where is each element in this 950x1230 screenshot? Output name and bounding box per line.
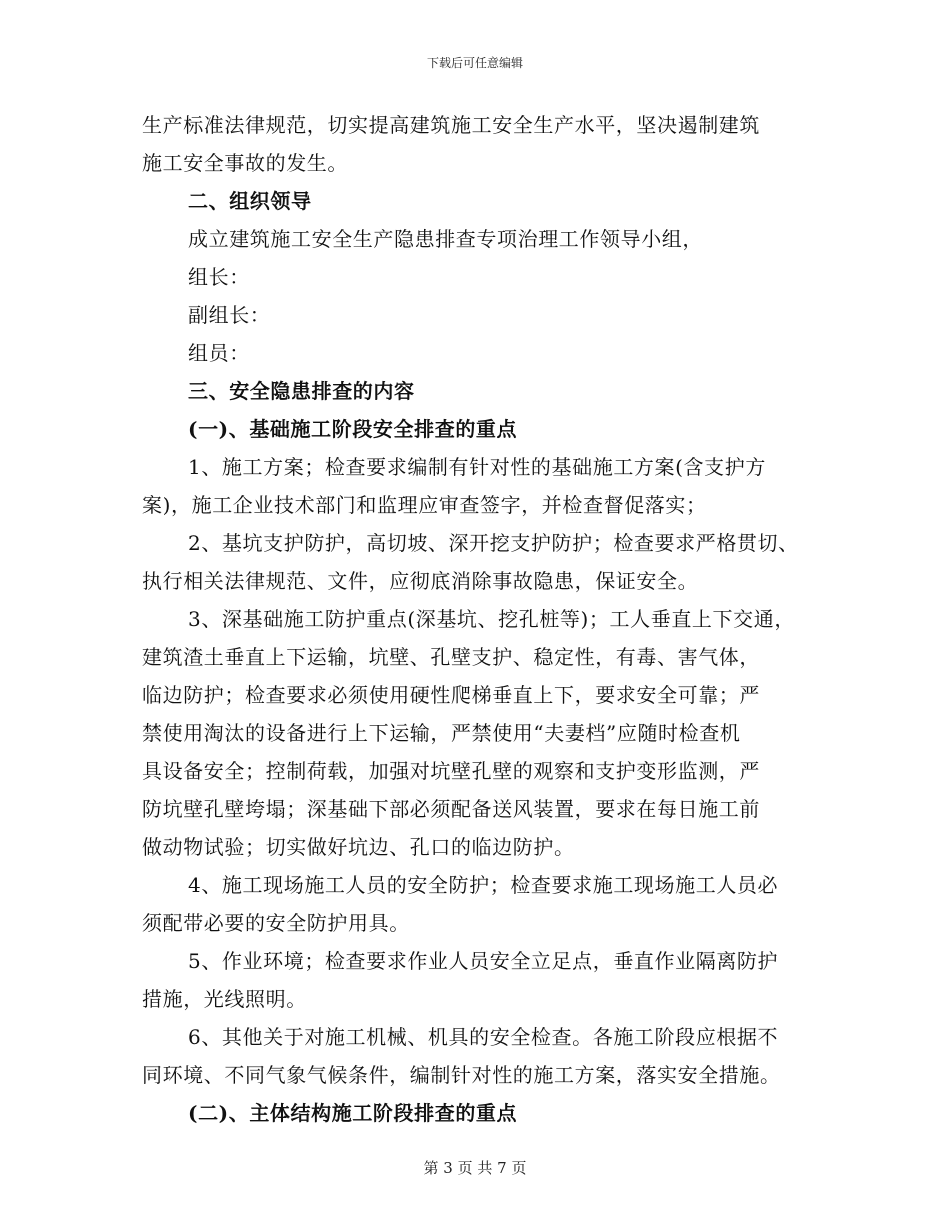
text-line: 生产标准法律规范，切实提高建筑施工安全生产水平，坚决遏制建筑 (142, 113, 760, 137)
text-line: 具设备安全；控制荷载，加强对坑壁孔壁的观察和支护变形监测，严 (142, 759, 760, 783)
text-line: 6、其他关于对施工机械、机具的安全检查。各施工阶段应根据不 (188, 1025, 779, 1049)
page-header: 下载后可任意编辑 (426, 56, 523, 70)
section-heading: (二)、主体结构施工阶段排查的重点 (188, 1101, 518, 1125)
text-line: 2、基坑支护防护，高切坡、深开挖支护防护；检查要求严格贯切、 (188, 531, 799, 555)
section-heading: 三、安全隐患排查的内容 (188, 379, 415, 403)
text-line: 做动物试验；切实做好坑边、孔口的临边防护。 (142, 835, 575, 859)
page-footer: 第 3 页 共 7 页 (423, 1159, 527, 1177)
section-heading: (一)、基础施工阶段安全排查的重点 (188, 417, 518, 441)
text-line: 临边防护；检查要求必须使用硬性爬梯垂直上下，要求安全可靠；严 (142, 683, 760, 707)
text-line: 须配带必要的安全防护用具。 (142, 911, 410, 935)
text-line: 施工安全事故的发生。 (142, 151, 348, 175)
text-line: 5、作业环境；检查要求作业人员安全立足点，垂直作业隔离防护 (188, 949, 779, 973)
section-heading: 二、组织领导 (188, 189, 312, 213)
text-line: 防坑壁孔壁垮塌；深基础下部必须配备送风装置，要求在每日施工前 (142, 797, 760, 821)
document-body (142, 106, 832, 1132)
text-line: 组员： (188, 341, 250, 365)
text-line: 同环境、不同气象气候条件，编制针对性的施工方案，落实安全措施。 (142, 1063, 781, 1087)
text-line: 副组长： (188, 303, 271, 327)
text-line: 禁使用淘汰的设备进行上下运输，严禁使用“夫妻档”应随时检查机 (142, 721, 741, 745)
text-line: 建筑渣土垂直上下运输，坑壁、孔壁支护、稳定性，有毒、害气体， (142, 645, 760, 669)
text-line: 1、施工方案；检查要求编制有针对性的基础施工方案(含支护方 (188, 455, 766, 479)
text-line: 成立建筑施工安全生产隐患排查专项治理工作领导小组， (188, 227, 703, 251)
text-line: 组长： (188, 265, 250, 289)
text-line: 4、施工现场施工人员的安全防护；检查要求施工现场施工人员必 (188, 873, 779, 897)
text-line: 执行相关法律规范、文件，应彻底消除事故隐患，保证安全。 (142, 569, 699, 593)
text-line: 案)，施工企业技术部门和监理应审查签字，并检查督促落实； (142, 493, 707, 517)
text-line: 措施，光线照明。 (142, 987, 307, 1011)
text-line: 3、深基础施工防护重点(深基坑、挖孔桩等)；工人垂直上下交通， (188, 607, 795, 631)
